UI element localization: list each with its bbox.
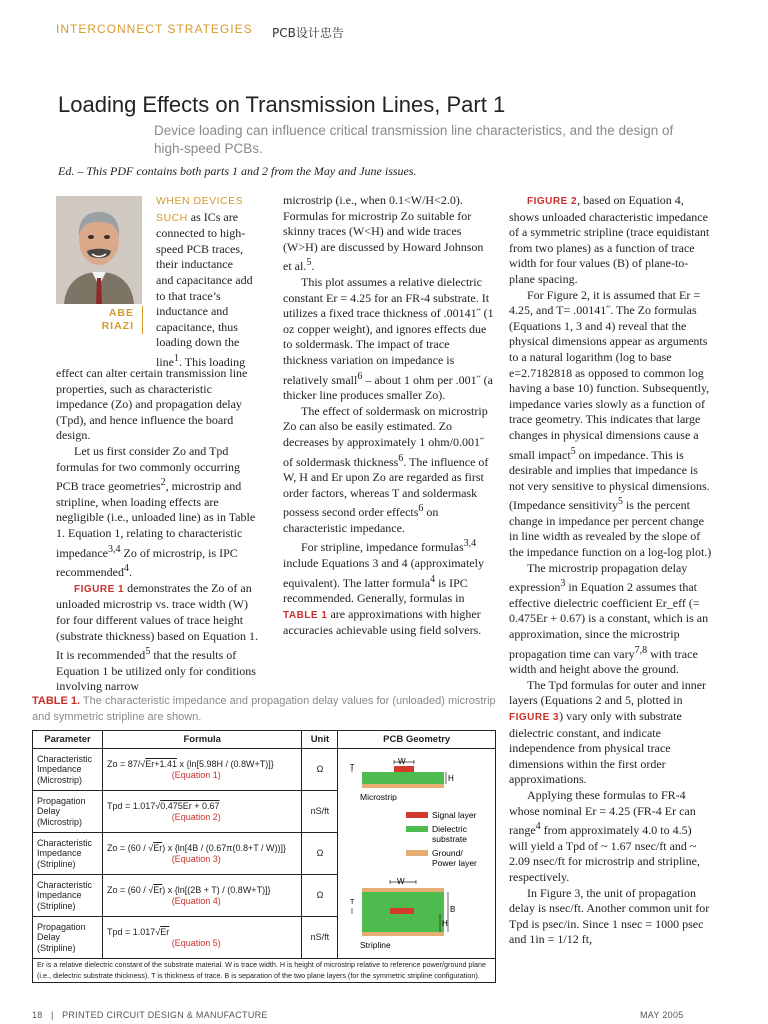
stripline-top-plane bbox=[362, 888, 444, 892]
column-3 bbox=[509, 193, 712, 948]
col2-para-1: microstrip (i.e., when 0.1<W/H<2.0). Formulas for microstrip Zo suitable for skinny traces (W<H) and wide traces (W>H) are discussed by Howard Johnson et al.$^5$. bbox=[283, 193, 484, 274]
dim-w-label: W bbox=[398, 757, 406, 766]
article-title: Loading Effects on Transmission Lines, Part 1 bbox=[58, 92, 506, 117]
svg-text:W: W bbox=[397, 877, 405, 886]
magazine-name: PRINTED CIRCUIT DESIGN & MANUFACTURE bbox=[62, 1010, 268, 1020]
svg-text:T: T bbox=[350, 899, 355, 906]
legend-swatch-ground bbox=[406, 850, 428, 856]
col1-para-3: FIGURE 1 demonstrates the Zo of an unloaded microstrip vs. trace width (W) for four different values of trace height (substrate thickness) based on Equation 1. It is recommended$^5$ that the results of Equation 1 be utilized only for conditions involving narrow bbox=[56, 580, 258, 694]
microstrip-dielectric bbox=[362, 772, 444, 784]
stripline-label: Stripline bbox=[360, 940, 391, 950]
col1-wrap-around-photo: WHEN DEVICES SUCH as ICs are connected to high- speed PCB traces, their inductance and capacitance add to that trace’s inductance and capacitance, thus loading down the line$^1$. This loading bbox=[156, 195, 253, 369]
stripline-signal-trace bbox=[390, 908, 414, 914]
col1-para-1-rest: effect can alter certain transmission line properties, such as characteristic impedance (Zo) and propagation delay (Tpd), and hence influence the board design. bbox=[56, 366, 248, 443]
figure-2-ref: FIGURE 2 bbox=[527, 196, 578, 207]
legend-dielectric: Dielectric substrate bbox=[432, 824, 467, 844]
legend-signal: Signal layer bbox=[432, 810, 477, 820]
page-number: 18 bbox=[32, 1010, 43, 1020]
microstrip-signal-trace bbox=[394, 766, 414, 772]
col-header-unit: Unit bbox=[302, 731, 338, 749]
section-label: INTERCONNECT STRATEGIES bbox=[56, 22, 253, 36]
svg-text:H: H bbox=[442, 919, 448, 928]
pcb-geometry-diagram bbox=[338, 748, 496, 958]
table-footnote-row: Er is a relative dielectric constant of the substrate material. W is trace width. H is height of microstrip relative to reference power/ground plane (i.e., dielectric substrate thickness). T is thickness of trace. B is separation of the two plane layers (for the symmetric stripline configuration). bbox=[33, 959, 496, 983]
geometry-legend bbox=[406, 810, 477, 868]
column-2 bbox=[283, 193, 495, 639]
microstrip-ground-plane bbox=[362, 784, 444, 788]
table-header-row bbox=[33, 731, 496, 749]
table-1-ref: TABLE 1 bbox=[283, 609, 328, 621]
col1-para-2: Let us first consider Zo and Tpd formulas for two commonly occurring PCB trace geometries$^2$, microstrip and stripline, when loading effects are negligible (i.e., unloaded line) as in Table 1. Equation 1, relating to characteristic impedance$^{3,4}$ Zo of microstrip, is IPC recommended$^4$. bbox=[56, 443, 256, 580]
author-name: ABE RIAZI bbox=[101, 307, 134, 332]
stripline-diagram bbox=[350, 877, 455, 950]
author-portrait-icon bbox=[56, 196, 142, 304]
issue-date: MAY 2005 bbox=[640, 1010, 684, 1020]
col3-para-6: In Figure 3, the unit of propagation delay is nsec/ft. Another common unit for Tpd is psec/in. Since 1 nsec = 1000 psec and 1in = 1/12 ft, bbox=[509, 885, 710, 947]
legend-swatch-dielectric bbox=[406, 826, 428, 832]
table-row: Propagation Delay (Microstrip) Tpd = 1.017√0.475Er + 0.67 (Equation 2) nS/ft bbox=[33, 791, 496, 833]
col3-para-4: The Tpd formulas for outer and inner layers (Equations 2 and 5, plotted in FIGURE 3) vary only with substrate dielectric constant, and indicate independence from physical trace dimensions within the first order approximations. bbox=[509, 677, 707, 787]
col3-para-5: Applying these formulas to FR-4 whose nominal Er = 4.25 (FR-4 Er can range$^4$ from approximately 4.0 to 4.5) will yield a Tpd of ~ 1.67 nsec/ft and ~ 2.09 nsec/ft for microstrip and stripline, respectively. bbox=[509, 787, 700, 884]
dim-t-label: T bbox=[350, 764, 355, 771]
col2-para-2: This plot assumes a relative dielectric constant Er = 4.25 for an FR-4 substrate. It utilizes a fixed trace thickness of .00141˝ (1 oz copper weight), and ignores effects due to soldermask. The impact of trace thickness variation on impedance is relatively small$^6$ – about 1 ohm per .001˝ (a thicker line produces smaller Zo). bbox=[283, 274, 494, 403]
dim-b-label: B bbox=[450, 905, 456, 914]
table-row: Characteristic Impedance (Stripline) Zo = (60 / √Er) x {ln[(2B + T) / (0.8W+T)]} (Equation 4) Ω bbox=[33, 875, 496, 917]
legend-ground: Ground/ Power layer bbox=[432, 848, 477, 868]
microstrip-diagram bbox=[350, 757, 454, 802]
table-caption: TABLE 1. The characteristic impedance and propagation delay values for (unloaded) microstrip and symmetric stripline are shown. bbox=[32, 695, 496, 723]
col-header-parameter: Parameter bbox=[33, 731, 103, 749]
dim-h-label: H bbox=[448, 774, 454, 783]
col-header-geometry: PCB Geometry bbox=[338, 731, 496, 749]
legend-swatch-signal bbox=[406, 812, 428, 818]
col3-para-1: FIGURE 2, based on Equation 4, shows unloaded characteristic impedance of a symmetric stripline (trace equidistant from two planes) as a function of trace width for four values (B) of plane-to-plane spacing. bbox=[509, 193, 710, 286]
table-row: Characteristic Impedance (Stripline) Zo = (60 / √Er) x {ln[4B / (0.67π(0.8+T / W))]} (Equation 3) Ω bbox=[33, 833, 496, 875]
figure-3-ref: FIGURE 3 bbox=[509, 712, 560, 723]
col2-para-3: The effect of soldermask on microstrip Zo can also be easily estimated. Zo decreases by approximately 1 ohm/0.001˝ of soldermask thickness$^6$. The influence of W, H and Er upon Zo are regarded as first order factors, whereas T and soldermask possess second order effects$^6$ on characteristic impedance. bbox=[283, 403, 489, 535]
col3-para-2: For Figure 2, it is assumed that Er = 4.25, and T= .00141˝. The Zo formulas (Equations 1, 3 and 4) reveal that the physical dimensions appear as arguments to a natural logarithm (log to base e=2.7182818 as opposed to common log having a base 10) function. Subsequently, impedance varies slowly as a function of trace geometry. This indicates that large changes in physical dimensions cause a small impact$^5$ on impedance. This is desirable and implies that impedance is not very sensitive to physical dimensions. (Impedance sensitivity$^5$ is the percent change in impedance per percent change in line width as revealed by the slope of the impedance function on a log-log plot.) bbox=[509, 287, 712, 560]
table-row: Propagation Delay (Stripline) Tpd = 1.017√Er (Equation 5) nS/ft bbox=[33, 917, 496, 959]
author-photo bbox=[56, 196, 142, 304]
column-1 bbox=[56, 366, 264, 695]
stripline-bottom-plane bbox=[362, 932, 444, 936]
col-header-formula: Formula bbox=[102, 731, 301, 749]
table-row: Characteristic Impedance (Microstrip) Zo = 87/√Er+1.41 x {ln[5.98H / (0.8W+T)]} (Equation 1) Ω bbox=[33, 749, 496, 791]
microstrip-label: Microstrip bbox=[360, 792, 397, 802]
editor-note: Ed. – This PDF contains both parts 1 and 2 from the May and June issues. bbox=[58, 164, 417, 178]
author-divider bbox=[142, 306, 143, 334]
page-footer-left: 18 | PRINTED CIRCUIT DESIGN & MANUFACTURE bbox=[32, 1010, 268, 1020]
chinese-tag: PCB设计忠告 bbox=[272, 26, 344, 40]
col3-para-3: The microstrip propagation delay expression$^3$ in Equation 2 assumes that effective dielectric coefficient Er_eff (= 0.475Er + 0.67) is a constant, which is an approximation, since the microstrip propagation time can vary$^{7,8}$ with trace width and height above the ground. bbox=[509, 560, 709, 677]
col2-para-4: For stripline, impedance formulas$^{3,4}$ include Equations 3 and 4 (approximately equivalent). The latter formula$^4$ is IPC recommended. Generally, formulas in TABLE 1 are approximations with higher accuracies achievable using field solvers. bbox=[283, 538, 484, 638]
lead-in: WHEN DEVICES SUCH bbox=[156, 195, 244, 224]
figure-1-ref: FIGURE 1 bbox=[74, 583, 125, 595]
article-deck: Device loading can influence critical transmission line characteristics, and the design of high-speed PCBs. bbox=[154, 123, 674, 156]
